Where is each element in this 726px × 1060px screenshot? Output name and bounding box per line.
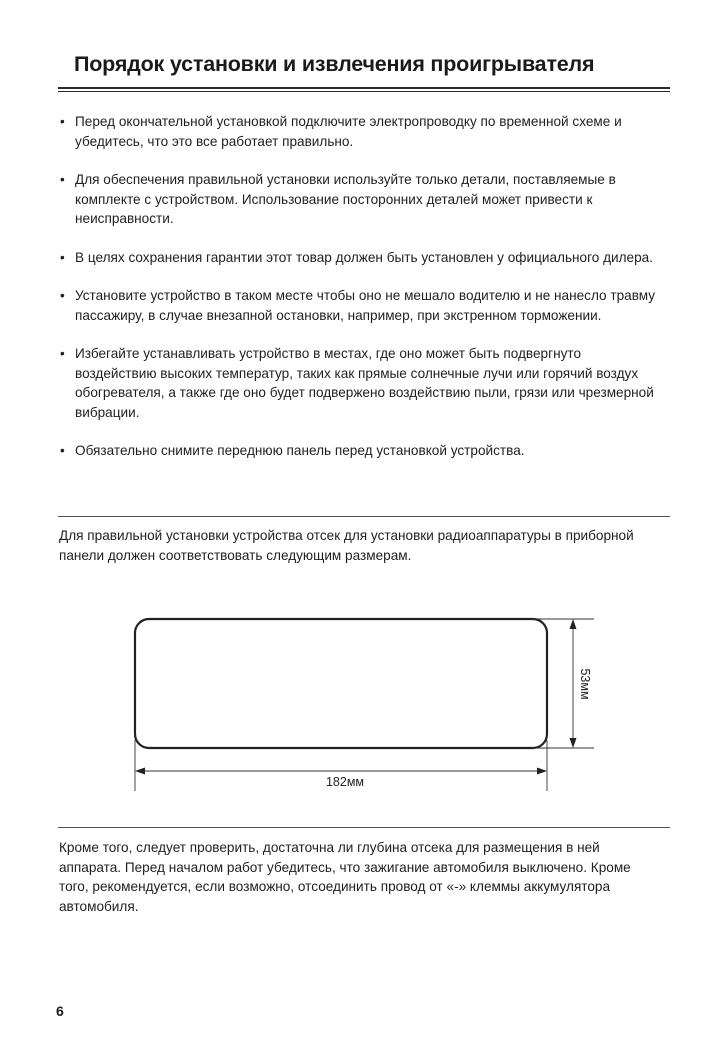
section-divider [58, 516, 670, 517]
list-item [59, 441, 659, 461]
title-rule-thick [58, 87, 670, 89]
width-label: 182мм [325, 775, 365, 789]
closing-paragraph: Кроме того, следует проверить, достаточна ли глубина отсека для размещения в ней аппарата. Перед началом работ убедитесь, что зажигание автомобиля выключено. Кроме того, рекомендуется, если возможно, отсоединить провод от «-» клеммы аккумулятора автомобиля. [59, 840, 631, 914]
bullet-icon: • [60, 288, 65, 303]
title-rule-thin [58, 91, 670, 92]
page-number: 6 [56, 1003, 64, 1019]
list-item [59, 112, 659, 151]
precautions-list [59, 112, 659, 461]
arrow-up-icon [570, 619, 577, 629]
list-item-text: Избегайте устанавливать устройство в местах, где оно может быть подвергнуто воздействию высоких температур, таких как прямые солнечные лучи или горячий воздух обогревателя, а также где оно будет подвержено воздействию пыли, грязи или чрезмерной вибрации. [75, 346, 654, 420]
list-item [59, 248, 659, 268]
section-divider [58, 827, 670, 828]
bullet-icon: • [60, 249, 65, 265]
list-item-text: В целях сохранения гарантии этот товар должен быть установлен у официального дилера. [75, 249, 654, 265]
dashboard-opening-diagram [100, 600, 620, 800]
list-item-text: Для обеспечения правильной установки используйте только детали, поставляемые в комплекте с устройством. Использование посторонних деталей может привести к неисправности. [75, 172, 616, 226]
bullet-icon: • [60, 114, 65, 129]
bullet-icon: • [60, 172, 65, 187]
list-item [59, 286, 659, 325]
list-item [59, 344, 659, 422]
list-item-text: Перед окончательной установкой подключите электропроводку по временной схеме и убедитесь, что это все работает правильно. [75, 114, 622, 149]
opening-outline [135, 619, 547, 748]
bullet-icon: • [60, 346, 65, 361]
arrow-right-icon [537, 768, 547, 775]
dimensions-intro: Для правильной установки устройства отсек для установки радиоаппаратуры в приборной панели должен соответствовать следующим размерам. [59, 528, 634, 563]
arrow-down-icon [570, 738, 577, 748]
page-title: Порядок установки и извлечения проигрывателя [74, 52, 595, 76]
list-item-text: Обязательно снимите переднюю панель перед установкой устройства. [75, 443, 525, 458]
height-label: 53мм [578, 668, 592, 700]
bullet-icon: • [60, 443, 65, 458]
list-item-text: Установите устройство в таком месте чтобы оно не мешало водителю и не нанесло травму пассажиру, в случае внезапной остановки, например, при экстренном торможении. [75, 288, 656, 323]
arrow-left-icon [135, 768, 145, 775]
list-item [59, 170, 659, 229]
